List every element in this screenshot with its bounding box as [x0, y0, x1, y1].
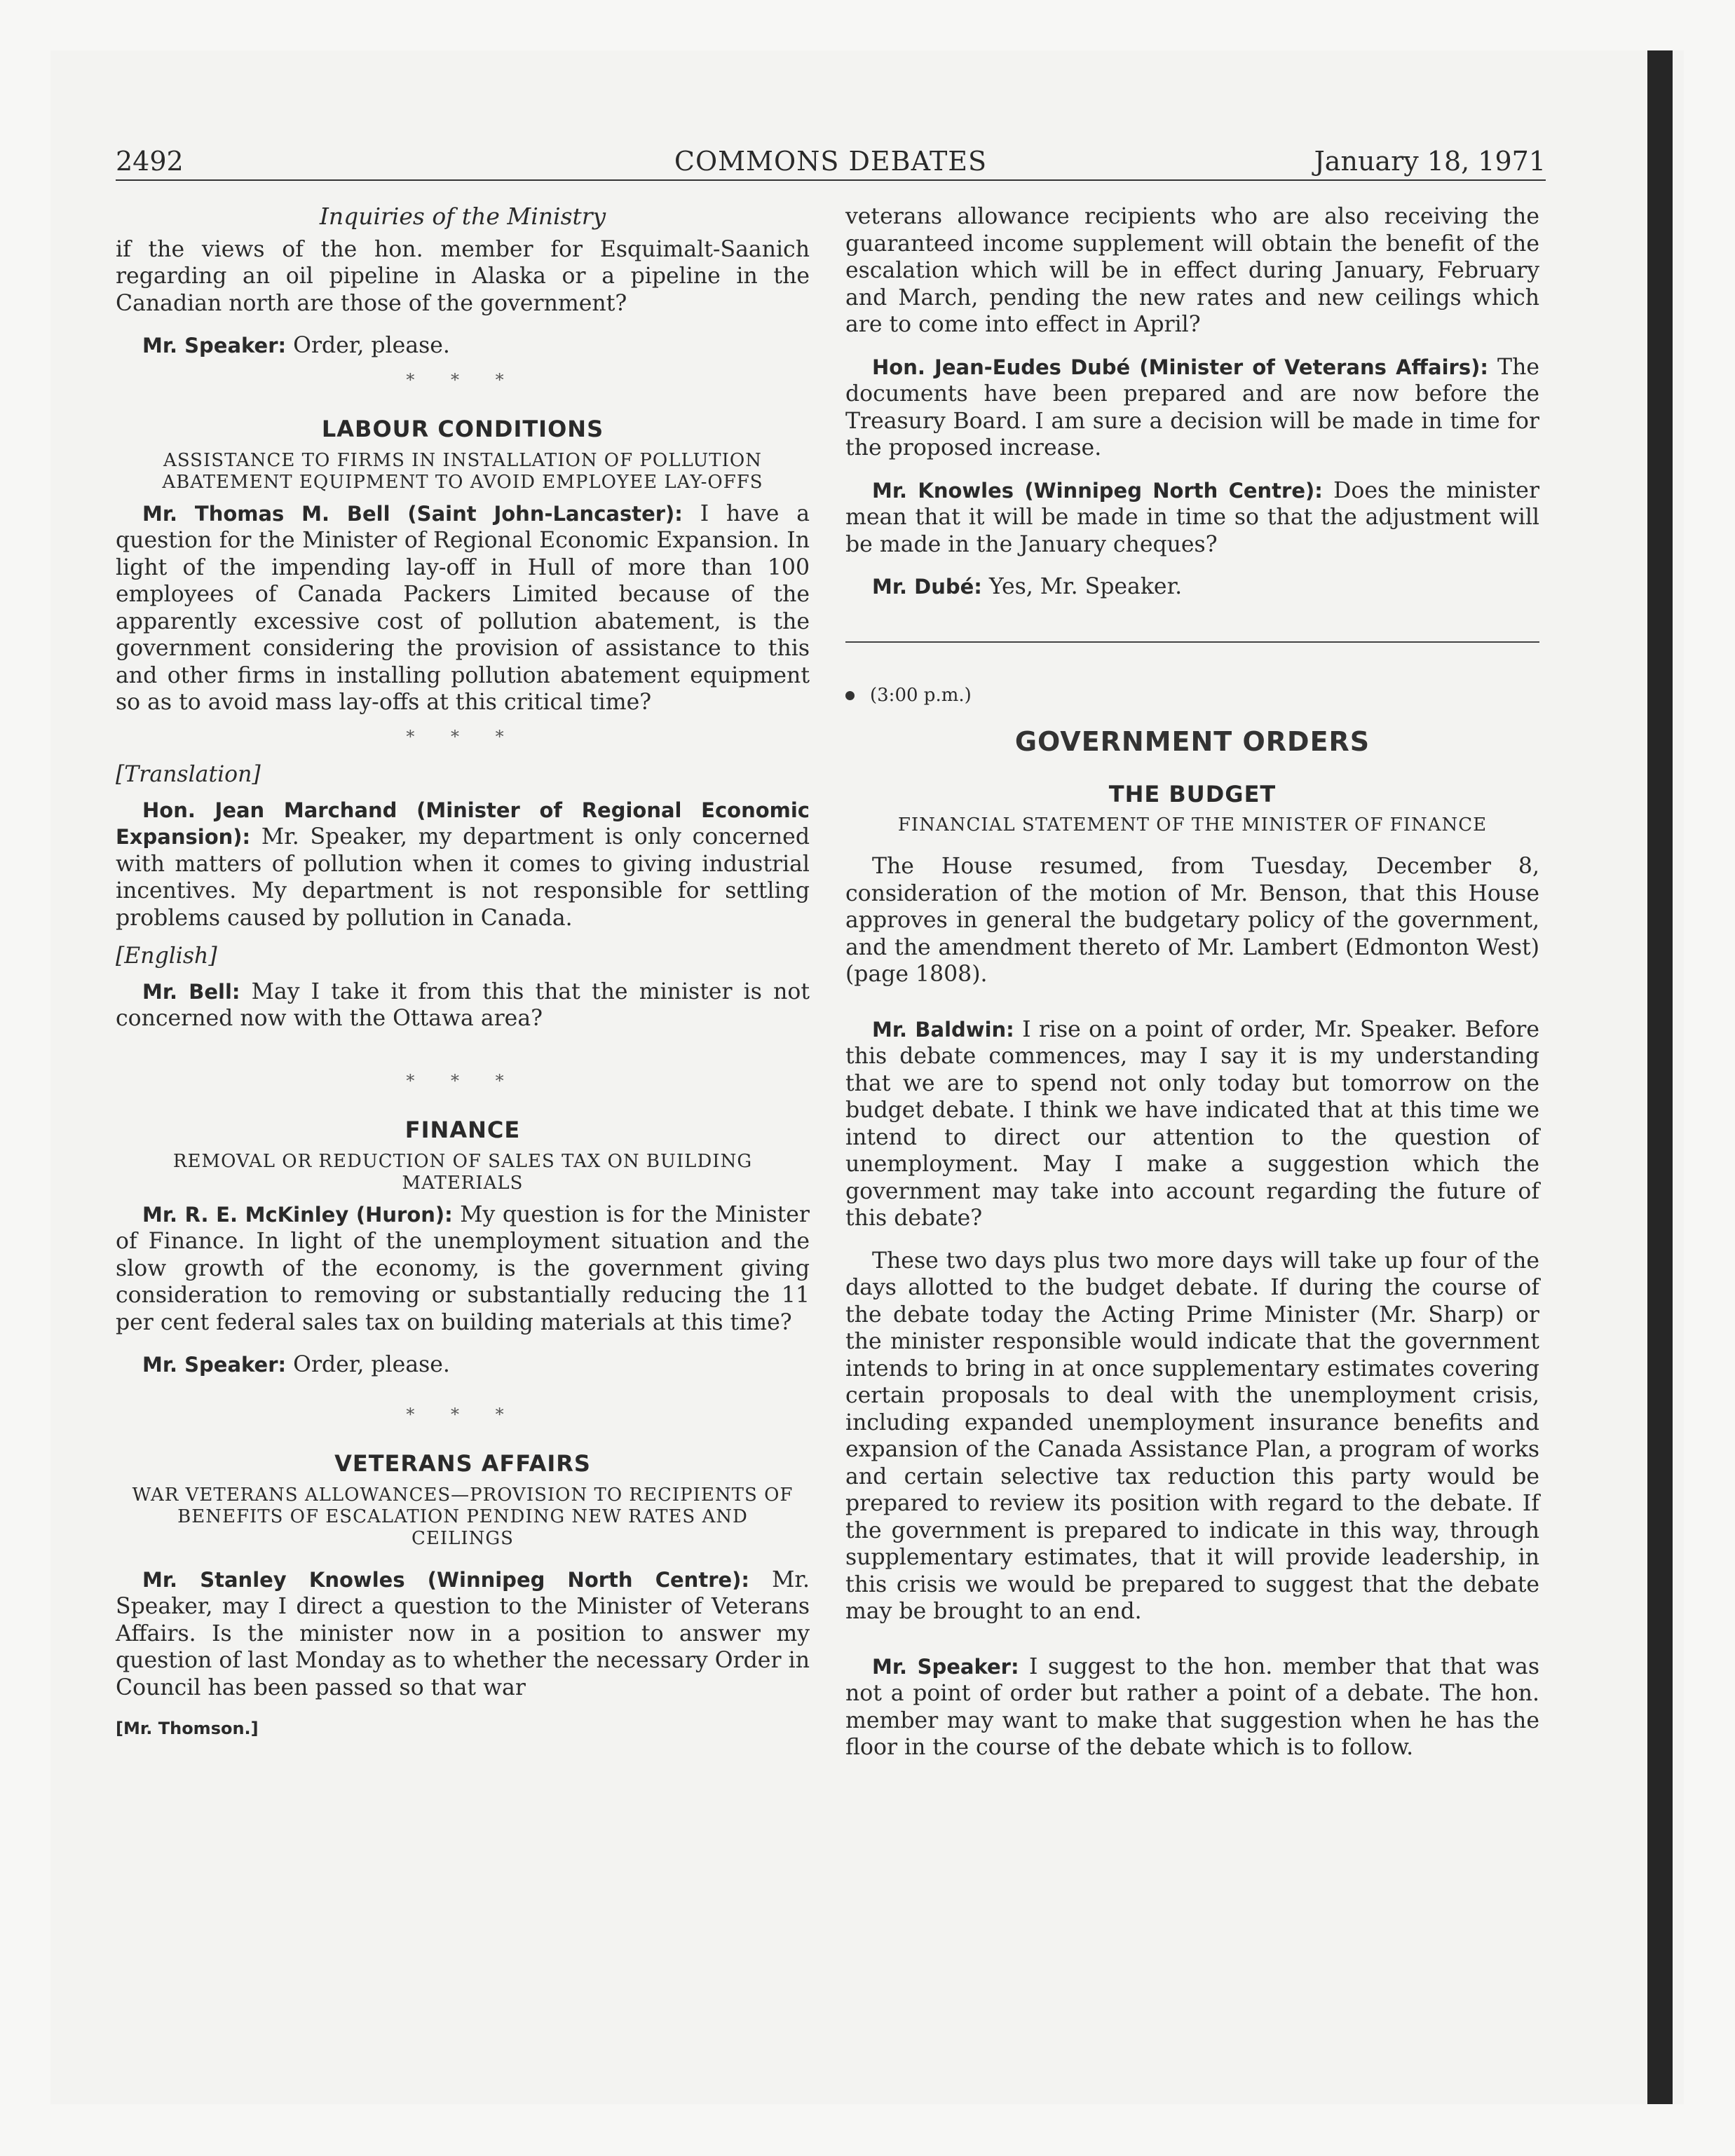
speech-text: I suggest to the hon. member that that was not a point of order but rather a point of a debate. The hon. member may want to make that suggestion when he has the floor in the course of the debate which is to follow. — [845, 1653, 1539, 1760]
speaker-name: Hon. Jean-Eudes Dubé (Minister of Veterans Affairs): — [872, 355, 1488, 379]
speech-text: Order, please. — [286, 1352, 450, 1377]
timestamp-text: (3:00 p.m.) — [870, 684, 972, 706]
language-note: [Translation] — [116, 762, 261, 787]
header-rule — [116, 179, 1546, 181]
speech-text: May I take it from this that the minister is not concerned now with the Ottawa area? — [116, 978, 810, 1031]
speaker-name: Mr. Thomas M. Bell (Saint John-Lancaster): — [142, 501, 683, 526]
speech-text: I rise on a point of order, Mr. Speaker. Before this debate commences, may I say it is my understanding that we are to spend not only today but tomorrow on the budget debate. I think we have indicated that at this time we intend to direct our attention to the question of unemployment. May I make a suggestion which the government may take into account regarding the future of this debate? — [845, 1016, 1539, 1231]
section-separator: * * * — [406, 369, 519, 390]
section-heading: GOVERNMENT ORDERS — [1014, 726, 1370, 757]
section-separator: * * * — [406, 1070, 519, 1091]
section-divider — [845, 641, 1539, 643]
publication-date: January 18, 1971 — [1314, 146, 1546, 177]
speech-text: Order, please. — [286, 333, 450, 358]
section-heading: FINANCE — [404, 1117, 521, 1143]
paragraph: These two days plus two more days will take up four of the days allotted to the budget debate. If during the course of the debate today the Acting Prime Minister (Mr. Sharp) or the minister responsible would indicate that the government intends to bring in at once supplementary estimates covering certain proposals to deal with the unemployment crisis, including expanded unemployment insurance benefits and expansion of the Canada Assistance Plan, a program of works and certain selective tax reduction this party would be prepared to review its position with regard to the debate. If the government is prepared to indicate in this way, through supplementary estimates, that it will provide leadership, in this crisis we would be prepared to suggest that the debate may be brought to an end. — [845, 1248, 1539, 1624]
paragraph: The House resumed, from Tuesday, December 8, consideration of the motion of Mr. Benson, that this House approves in general the budgetary policy of the government, and the amendment thereto of Mr. Lambert (Edmonton West) (page 1808). — [845, 854, 1539, 987]
speaker-name: Mr. Baldwin: — [872, 1017, 1014, 1042]
speech-text: The documents have been prepared and are now before the Treasury Board. I am sure a decision will be made in time for the proposed increase. — [845, 354, 1539, 460]
time-marker — [845, 682, 1539, 709]
section-separator: * * * — [406, 1404, 519, 1424]
publication-title: COMMONS DEBATES — [674, 146, 988, 177]
paragraph — [116, 978, 810, 1032]
bullet-icon — [845, 691, 855, 700]
page-footer-note: [Mr. Thomson.] — [116, 1719, 259, 1738]
speaker-name: Mr. R. E. McKinley (Huron): — [142, 1202, 453, 1227]
paragraph — [845, 354, 1539, 462]
left-column — [116, 203, 810, 1742]
speech-text: Mr. Speaker, may I direct a question to the Minister of Veterans Affairs. Is the minister now in a position to answer my question of last Monday as to whether the necessary Order in Council has been passed so that war — [116, 1567, 810, 1700]
page-header — [116, 144, 1546, 184]
paragraph — [116, 332, 810, 360]
speech-text: Mr. Speaker, my department is only concerned with matters of pollution when it comes to giving industrial incentives. My department is not responsible for settling problems caused by pollution in Canada. — [116, 824, 810, 931]
paragraph — [116, 797, 810, 932]
section-heading: LABOUR CONDITIONS — [321, 416, 604, 442]
speaker-name: Mr. Knowles (Winnipeg North Centre): — [872, 478, 1323, 503]
page-number: 2492 — [116, 146, 184, 177]
right-column — [845, 203, 1539, 1761]
section-separator: * * * — [406, 726, 519, 746]
section-subheading: WAR VETERANS ALLOWANCES—PROVISION TO RECIPIENTS OF BENEFITS OF ESCALATION PENDING NEW RATES AND CEILINGS — [132, 1484, 794, 1549]
paragraph — [116, 1201, 810, 1337]
speaker-name: Mr. Speaker: — [872, 1654, 1019, 1679]
speech-text: Does the minister mean that it will be made in time so that the adjustment will be made in the January cheques? — [845, 477, 1540, 557]
section-subheading: ASSISTANCE TO FIRMS IN INSTALLATION OF POLLUTION ABATEMENT EQUIPMENT TO AVOID EMPLOYEE LAY-OFFS — [162, 449, 763, 493]
paragraph — [116, 500, 810, 716]
scan-edge-shadow — [1647, 50, 1673, 2104]
speaker-name: Hon. Jean Marchand (Minister of Regional Economic Expansion): — [116, 798, 810, 849]
paragraph — [845, 477, 1539, 559]
section-heading: THE BUDGET — [1108, 780, 1277, 807]
section-subheading: REMOVAL OR REDUCTION OF SALES TAX ON BUILDING MATERIALS — [172, 1150, 753, 1194]
speaker-name: Mr. Stanley Knowles (Winnipeg North Centre): — [142, 1567, 750, 1592]
speaker-name: Mr. Bell: — [142, 979, 240, 1004]
paragraph — [845, 573, 1539, 601]
running-head: Inquiries of the Ministry — [319, 203, 606, 230]
paragraph — [845, 1653, 1539, 1761]
speech-text: I have a question for the Minister of Regional Economic Expansion. In light of the impending lay-off in Hull of more than 100 employees of Canada Packers Limited because of the apparently excessive cost of pollution abatement, is the government considering the provision of assistance to this and other firms in installing pollution abatement equipment so as to avoid mass lay-offs at this critical time? — [116, 500, 810, 715]
language-note: [English] — [116, 943, 217, 969]
speech-text: My question is for the Minister of Finance. In light of the unemployment situation and the slow growth of the economy, is the government giving consideration to removing or substantially reducing the 11 per cent federal sales tax on building materials at this time? — [116, 1201, 810, 1335]
paragraph — [116, 1567, 810, 1702]
speech-text: Yes, Mr. Speaker. — [981, 574, 1183, 599]
speaker-name: Mr. Speaker: — [142, 334, 287, 357]
paragraph: if the views of the hon. member for Esquimalt-Saanich regarding an oil pipeline in Alaska or a pipeline in the Canadian north are those of the government? — [116, 236, 810, 316]
paragraph: veterans allowance recipients who are also receiving the guaranteed income supplement will obtain the benefit of the escalation which will be in effect during January, February and March, pending the new rates and new ceilings which are to come into effect in April? — [845, 204, 1539, 337]
section-subheading: FINANCIAL STATEMENT OF THE MINISTER OF FINANCE — [897, 814, 1488, 835]
paragraph — [116, 1351, 810, 1379]
speaker-name: Mr. Dubé: — [872, 575, 982, 599]
section-heading: VETERANS AFFAIRS — [334, 1450, 591, 1477]
speaker-name: Mr. Speaker: — [142, 1353, 287, 1377]
paragraph — [845, 1016, 1539, 1232]
